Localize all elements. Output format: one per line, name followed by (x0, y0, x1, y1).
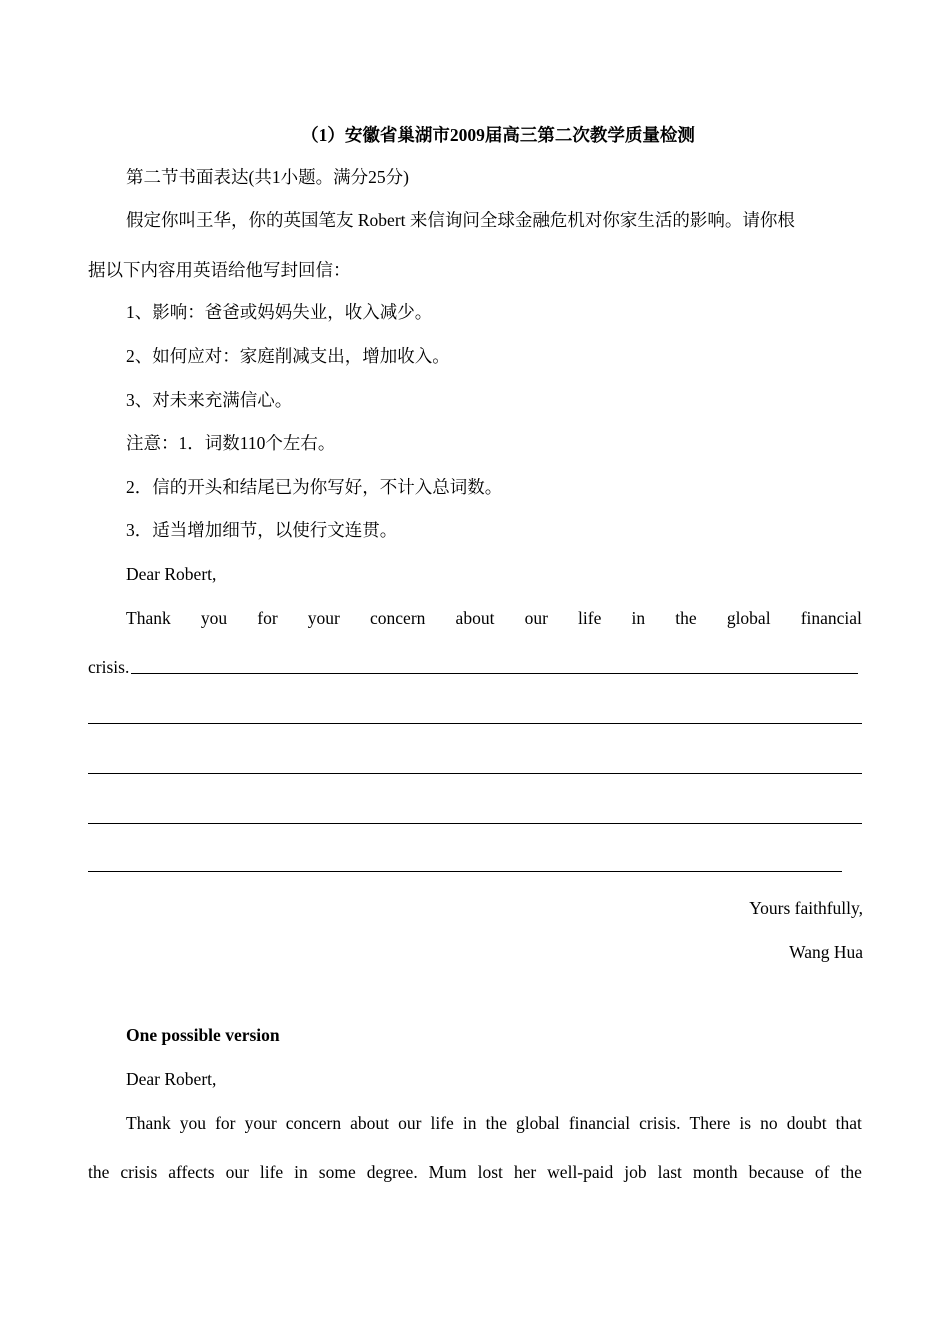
section-heading: 第二节书面表达(共1小题。满分25分) (126, 167, 409, 187)
word: affects (168, 1162, 215, 1182)
word: job (624, 1162, 647, 1182)
word: the (675, 608, 697, 628)
word: no (760, 1113, 778, 1133)
word: because (748, 1162, 804, 1182)
word: her (513, 1162, 537, 1182)
answer-blank[interactable] (88, 773, 862, 774)
word: life (578, 608, 602, 628)
word: some (318, 1162, 356, 1182)
word: doubt (786, 1113, 827, 1133)
point-item: 3、对未来充满信心。 (126, 390, 293, 410)
word: concern (370, 608, 426, 628)
prompt-line-2: 据以下内容用英语给他写封回信： (88, 260, 351, 280)
point-item: 1、影响：爸爸或妈妈失业，收入减少。 (126, 302, 433, 322)
word: last (657, 1162, 682, 1182)
page-title: （1）安徽省巢湖市2009届高三第二次教学质量检测 (301, 125, 695, 145)
word: the (485, 1113, 507, 1133)
note-item: 注意：1．词数110个左右。 (126, 433, 336, 453)
word: global (516, 1113, 560, 1133)
word: of (814, 1162, 830, 1182)
word: you (179, 1113, 207, 1133)
word: the (88, 1162, 110, 1182)
word: your (307, 608, 340, 628)
word: your (244, 1113, 277, 1133)
letter-opening-line (126, 607, 862, 631)
word: our (524, 608, 548, 628)
word: degree. (366, 1162, 418, 1182)
word: about (455, 608, 495, 628)
word: global (726, 608, 771, 628)
word: crisis. (88, 657, 130, 677)
word: Thank (126, 608, 171, 628)
word: that (835, 1113, 862, 1133)
point-item: 2、如何应对：家庭削减支出，增加收入。 (126, 346, 450, 366)
prompt-line-1: 假定你叫王华，你的英国笔友 Robert 来信询问全球金融危机对你家生活的影响。请你根 (126, 210, 795, 230)
sample-line-1 (126, 1112, 862, 1136)
word: in (462, 1113, 477, 1133)
word: for (215, 1113, 236, 1133)
word: well-paid (547, 1162, 614, 1182)
letter-closing: Yours faithfully, (749, 898, 863, 918)
word: you (200, 608, 228, 628)
word: in (294, 1162, 308, 1182)
letter-continuation-line (88, 656, 862, 680)
word: crisis. (639, 1113, 681, 1133)
word: Thank (126, 1113, 171, 1133)
note-item: 2．信的开头和结尾已为你写好，不计入总词数。 (126, 477, 503, 497)
letter-signature: Wang Hua (789, 942, 863, 962)
answer-blank[interactable] (88, 871, 842, 872)
word: our (225, 1162, 249, 1182)
answer-blank[interactable] (88, 723, 862, 724)
letter-greeting: Dear Robert, (126, 564, 217, 584)
word: our (398, 1113, 422, 1133)
sample-line-2 (88, 1161, 862, 1185)
word: lost (477, 1162, 503, 1182)
word: concern (285, 1113, 342, 1133)
sample-greeting: Dear Robert, (126, 1069, 217, 1089)
sample-heading: One possible version (126, 1025, 280, 1045)
word: financial (800, 608, 862, 628)
word: financial (568, 1113, 631, 1133)
word: the (840, 1162, 862, 1182)
word: is (739, 1113, 752, 1133)
note-item: 3．适当增加细节，以使行文连贯。 (126, 520, 398, 540)
word: life (259, 1162, 284, 1182)
word: about (350, 1113, 390, 1133)
answer-blank[interactable] (131, 673, 858, 674)
word: crisis (120, 1162, 158, 1182)
word: There (689, 1113, 731, 1133)
word: life (430, 1113, 454, 1133)
word: Mum (428, 1162, 467, 1182)
word: month (692, 1162, 738, 1182)
word: for (257, 608, 278, 628)
answer-blank[interactable] (88, 823, 862, 824)
word: in (631, 608, 646, 628)
